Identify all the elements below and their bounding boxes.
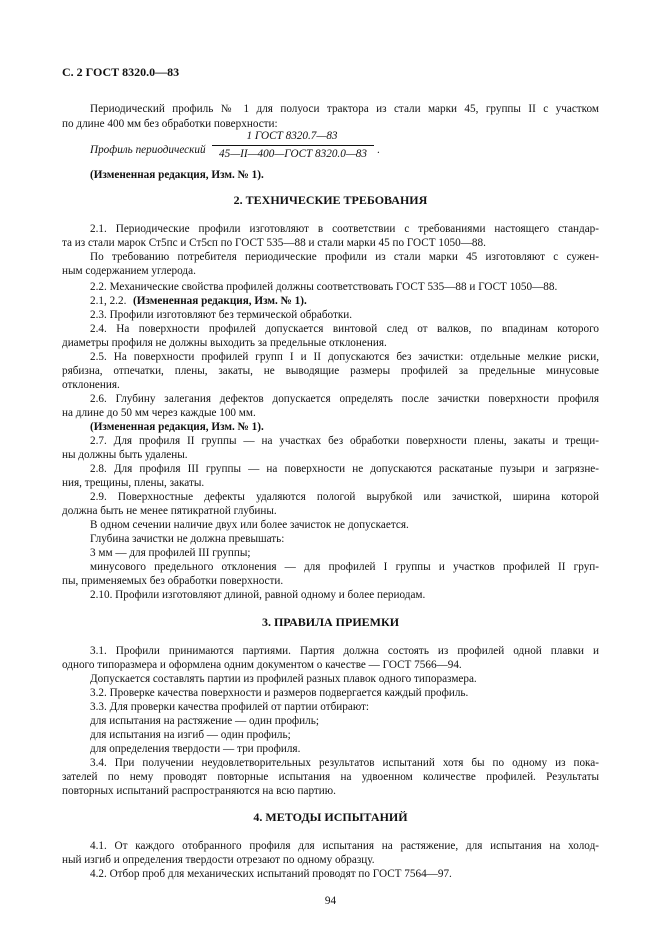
s2-line: Глубина зачистки не должна превышать:	[90, 533, 285, 545]
s2-line: ным содержанием углерода.	[62, 265, 196, 277]
s3-line: одного типоразмера и оформлена одним документом о качестве — ГОСТ 7566—94.	[62, 659, 462, 671]
s2-line: пы, применяемых без обработки поверхности.	[62, 575, 284, 587]
s2-line: 2.3. Профили изготовляют без термической обработки.	[90, 309, 353, 321]
s2-line: ния, трещины, плены, закаты.	[62, 477, 205, 489]
s2-line: 2.9. Поверхностные дефекты удаляются пологой вырубкой или зачисткой, ширина которой	[90, 491, 599, 503]
s3-line: 3.2. Проверке качества поверхности и размеров подвергается каждый профиль.	[90, 687, 469, 699]
page-number: 94	[324, 895, 337, 907]
s2-line: По требованию потребителя периодические профили из стали марки 45 изготовляют с сужен-	[90, 251, 599, 263]
formula-label: Профиль периодический	[90, 144, 206, 156]
page-header: С. 2 ГОСТ 8320.0—83	[62, 65, 180, 79]
s3-line: зателей по нему проводят повторные испытания на удвоенном количестве профилей. Результаты	[62, 771, 599, 783]
s4-line: ный изгиб и определения твердости отрезают по одному образцу.	[62, 854, 375, 866]
s2-line: В одном сечении наличие двух или более зачисток не допускается.	[90, 519, 409, 531]
s2-line: 2.8. Для профиля III группы — на поверхности не допускаются раскатаные пузыри и загрязне-	[90, 463, 599, 475]
section-3-title: 3. ПРАВИЛА ПРИЕМКИ	[261, 615, 400, 629]
s2-line: та из стали марок Ст5пс и Ст5сп по ГОСТ 535—88 и стали марки 45 по ГОСТ 1050—88.	[62, 237, 486, 249]
s2-line: должна быть не менее пятикратной глубины.	[62, 505, 277, 517]
s2-line: на длине до 50 мм через каждые 100 мм.	[62, 407, 256, 419]
s2-line: минусового предельного отклонения — для профилей I группы и участков профилей II груп-	[90, 561, 599, 573]
s2-line: 2.5. На поверхности профилей групп I и II допускаются без зачистки: отдельные мелкие риски,	[90, 351, 599, 363]
s3-line: 3.3. Для проверки качества профилей от партии отбирают:	[90, 701, 370, 713]
s3-line: Допускается составлять партии из профилей разных плавок одного типоразмера.	[90, 673, 477, 685]
s2-revision: (Измененная редакция, Изм. № 1).	[90, 421, 264, 433]
s2-line: 3 мм — для профилей III группы;	[90, 547, 251, 559]
s3-line: 3.4. При получении неудовлетворительных результатов испытаний хотя бы по одному из пока-	[90, 757, 599, 769]
s2-revision: (Измененная редакция, Изм. № 1).	[133, 295, 307, 307]
s2-line: 2.10. Профили изготовляют длиной, равной одному и более периодам.	[90, 589, 426, 601]
s2-line: 2.1. Периодические профили изготовляют в соответствии с требованиями настоящего стандар-	[90, 223, 599, 235]
s3-line: для определения твердости — три профиля.	[90, 743, 301, 755]
s2-line: 2.2. Механические свойства профилей должны соответствовать ГОСТ 535—88 и ГОСТ 1050—88.	[90, 281, 558, 293]
intro-revision: (Измененная редакция, Изм. № 1).	[90, 169, 264, 181]
s3-line: для испытания на изгиб — один профиль;	[90, 729, 291, 741]
intro-line-1: Периодический профиль № 1 для полуоси трактора из стали марки 45, группы II с участком	[90, 103, 599, 115]
s2-line: 2.7. Для профиля II группы — на участках без обработки поверхности плены, закаты и трещи-	[90, 435, 599, 447]
s3-line: повторных испытаний распространяются на всю партию.	[62, 785, 336, 797]
formula-numerator: 1 ГОСТ 8320.7—83	[246, 130, 338, 142]
section-4-title: 4. МЕТОДЫ ИСПЫТАНИЙ	[253, 810, 408, 824]
section-2-title: 2. ТЕХНИЧЕСКИЕ ТРЕБОВАНИЯ	[233, 193, 428, 207]
s2-line: отклонения.	[62, 379, 120, 391]
s2-line: 2.1, 2.2.	[90, 295, 127, 307]
s2-line: диаметры профиля не должны выходить за предельные отклонения.	[62, 337, 387, 349]
s3-line: 3.1. Профили принимаются партиями. Партия должна состоять из профилей одной плавки и	[90, 645, 599, 657]
s2-line: ны должны быть удалены.	[62, 449, 188, 461]
s2-line: 2.6. Глубину залегания дефектов допускается определять после зачистки поверхности профиля	[90, 393, 599, 405]
fraction-bar	[212, 145, 374, 146]
formula-denominator: 45—II—400—ГОСТ 8320.0—83	[219, 148, 367, 160]
s3-line: для испытания на растяжение — один профиль;	[90, 715, 319, 727]
intro-line-2: по длине 400 мм без обработки поверхности:	[62, 118, 278, 130]
s4-line: 4.2. Отбор проб для механических испытаний проводят по ГОСТ 7564—97.	[90, 868, 452, 880]
s4-line: 4.1. От каждого отобранного профиля для испытания на растяжение, для испытания на холод-	[90, 840, 599, 852]
s2-line: рябизна, отпечатки, плены, закаты, не выводящие размеры профилей за предельные минусовые	[62, 365, 599, 377]
formula-end: .	[377, 144, 380, 156]
s2-line: 2.4. На поверхности профилей допускается винтовой след от валков, по впадинам которого	[90, 323, 599, 335]
